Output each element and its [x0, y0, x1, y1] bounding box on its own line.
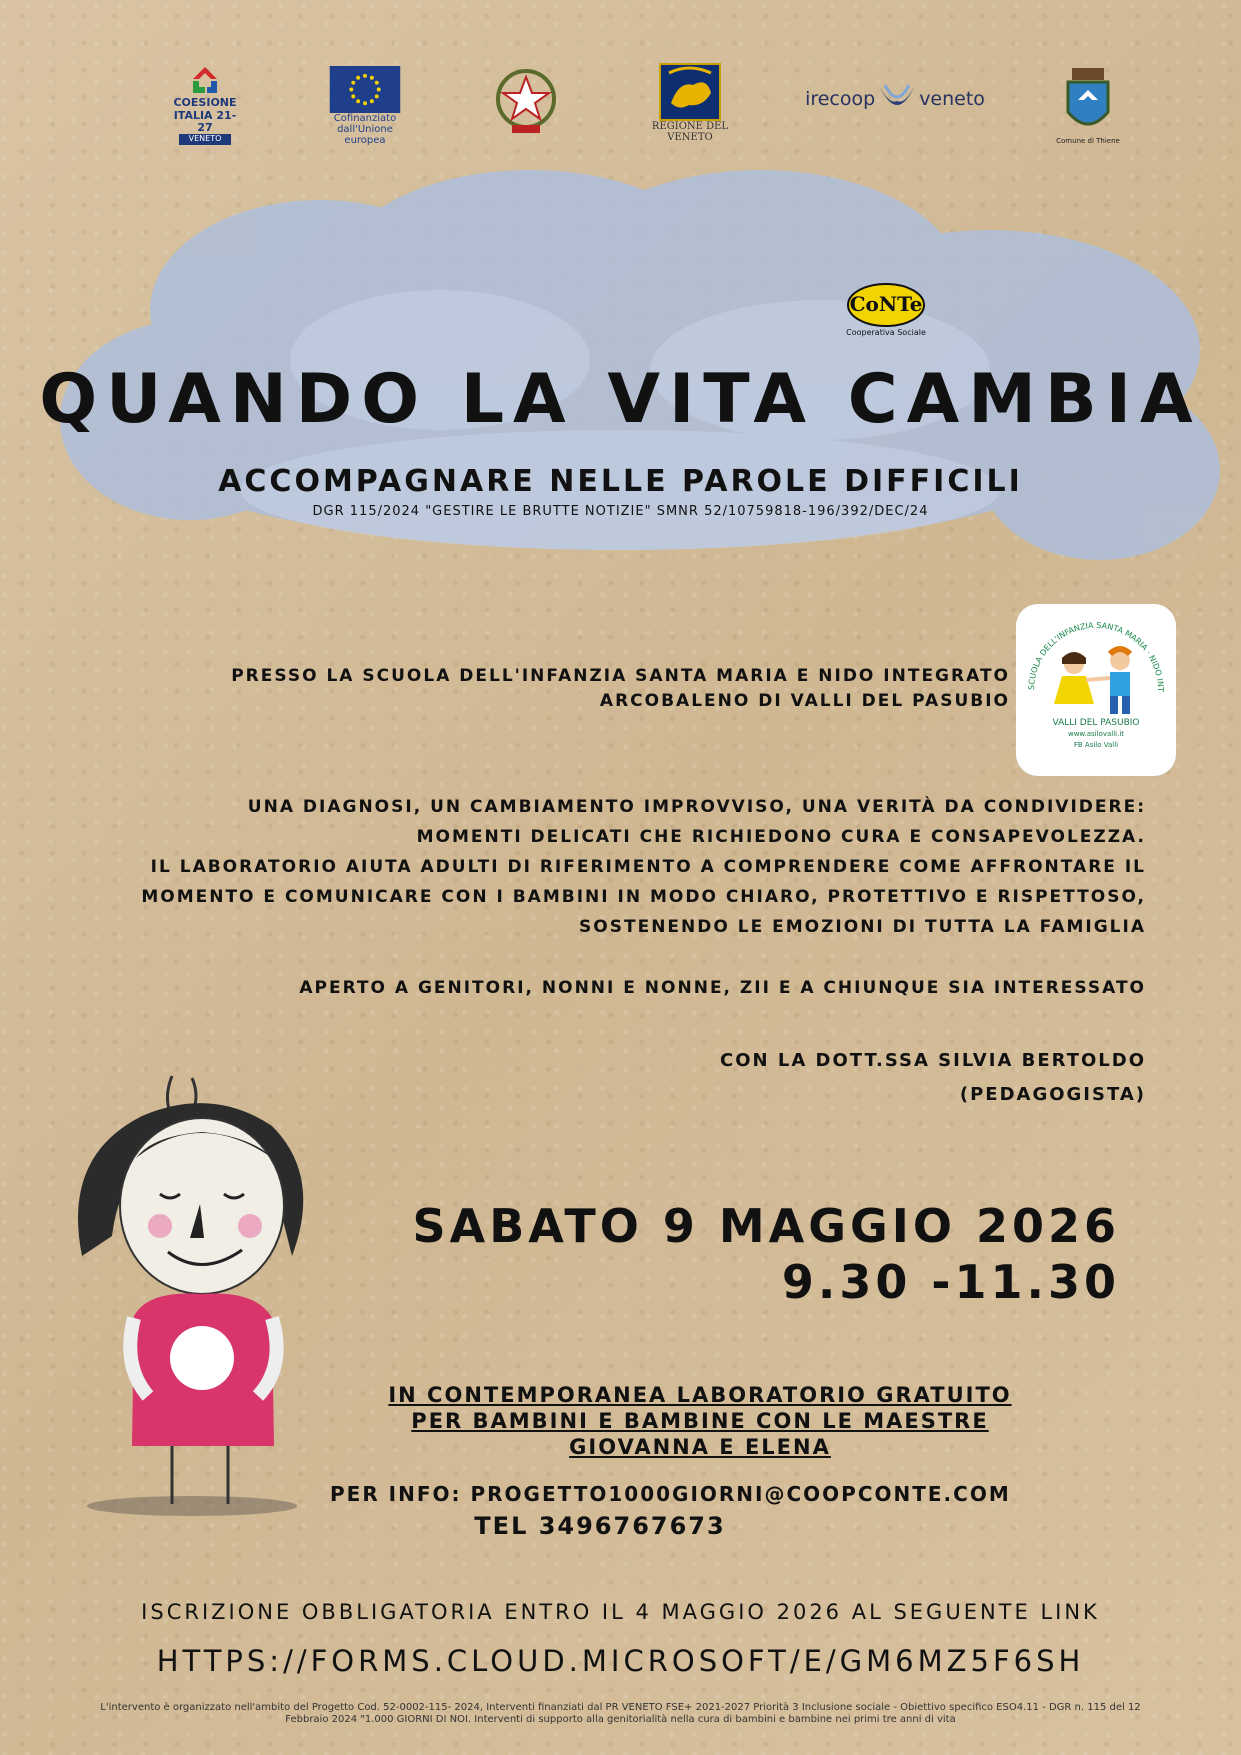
scuola-logo-text	[1016, 718, 1176, 751]
eu-flag-icon	[329, 66, 401, 113]
registration-link[interactable]: HTTPS://FORMS.CLOUD.MICROSOFT/E/GM6MZ5F6SH	[156, 1644, 1085, 1678]
contact-email[interactable]: PROGETTO1000GIORNI@COOPCONTE.COM	[470, 1482, 1011, 1506]
irecoop-veneto-logo	[800, 74, 990, 124]
lion-of-venice-icon	[659, 63, 721, 121]
eu-line1: Cofinanziato	[333, 113, 397, 124]
children-workshop-line-3: GIOVANNA E ELENA	[569, 1435, 831, 1459]
audience-text: APERTO A GENITORI, NONNI E NONNE, ZII E A CHIUNQUE SIA INTERESSATO	[299, 978, 1146, 998]
description-line-4: MOMENTO E COMUNICARE CON I BAMBINI IN MODO CHIARO, PROTETTIVO E RISPETTOSO,	[141, 887, 1146, 907]
eu-line2: dall'Unione europea	[337, 124, 393, 146]
conte-name: CoNTe	[849, 292, 923, 316]
speaker-name: CON LA DOTT.SSA SILVIA BERTOLDO	[720, 1050, 1146, 1071]
footer-line-2: Febbraio 2024 "1.000 GIORNI DI NOI. Interventi di supporto alla genitorialità nella cura di bambini e bambine nei primi tre anni di vita	[285, 1714, 956, 1725]
scuola-url: www.asilovalli.it	[1067, 730, 1125, 738]
scuola-logo	[1016, 604, 1176, 776]
coesione-line3: VENETO	[179, 134, 232, 145]
coesione-arrows-icon	[187, 63, 223, 97]
scuola-ring-text: SCUOLA DELL'INFANZIA SANTA MARIA · NIDO INT	[1026, 620, 1166, 693]
scuola-name: VALLI DEL PASUBIO	[1052, 718, 1140, 728]
venue-line-1: PRESSO LA SCUOLA DELL'INFANZIA SANTA MARIA E NIDO INTEGRATO	[231, 666, 1010, 686]
contact-info	[330, 1482, 1130, 1506]
children-workshop-line-1: IN CONTEMPORANEA LABORATORIO GRATUITO	[388, 1383, 1012, 1407]
description-line-2: MOMENTI DELICATI CHE RICHIEDONO CURA E CONSAPEVOLEZZA.	[416, 827, 1146, 847]
coesione-italia-logo	[170, 62, 240, 146]
footer-disclaimer	[40, 1702, 1201, 1726]
children-workshop-line-2: PER BAMBINI E BAMBINE CON LE MAESTRE	[411, 1409, 989, 1433]
description-line-5: SOSTENENDO LE EMOZIONI DI TUTTA LA FAMIGLIA	[579, 917, 1146, 937]
eu-logo	[322, 66, 408, 146]
description-text	[60, 792, 1146, 942]
registration-notice: ISCRIZIONE OBBLIGATORIA ENTRO IL 4 MAGGIO 2026 AL SEGUENTE LINK	[141, 1600, 1100, 1624]
page-title: QUANDO LA VITA CAMBIA	[39, 360, 1202, 439]
star-emblem-icon	[494, 67, 558, 137]
sponsor-logos	[0, 60, 1241, 150]
regione-veneto-logo	[640, 60, 740, 146]
irecoop-left-label: irecoop	[805, 88, 876, 110]
contact-phone[interactable]: TEL 3496767673	[474, 1512, 726, 1540]
event-date: SABATO 9 MAGGIO 2026	[412, 1199, 1120, 1253]
description-line-1: UNA DIAGNOSI, UN CAMBIAMENTO IMPROVVISO, UNA VERITÀ DA CONDIVIDERE:	[247, 797, 1146, 817]
coesione-line1: COESIONE	[173, 96, 237, 110]
page-subtitle: ACCOMPAGNARE NELLE PAROLE DIFFICILI	[218, 464, 1023, 499]
children-workshop-text	[330, 1382, 1070, 1460]
repubblica-emblem	[490, 64, 562, 140]
comune-thiene-logo	[1048, 60, 1128, 152]
girl-illustration	[52, 1066, 312, 1526]
conte-logo	[838, 282, 934, 346]
irecoop-right-label: veneto	[919, 88, 985, 110]
dgr-reference: DGR 115/2024 "GESTIRE LE BRUTTE NOTIZIE" SMNR 52/10759818-196/392/DEC/24	[312, 504, 929, 519]
scuola-fb: FB Asilo Valli	[1073, 741, 1119, 749]
regione-label: REGIONE DEL VENETO	[651, 121, 729, 143]
contact-label: PER INFO:	[330, 1482, 471, 1506]
speaker-role: (PEDAGOGISTA)	[959, 1084, 1146, 1105]
venue-text	[120, 664, 1010, 714]
conte-subtitle: Cooperativa Sociale	[846, 328, 926, 337]
footer-line-1: L'intervento è organizzato nell'ambito del Progetto Cod. 52-0002-115- 2024, Interventi finanziati dal PR VENETO FSE+ 2021-2027 Priorità 3 Inclusione sociale - Obiettivo specifico ESO4.11 - DGR n. 115 del 12	[100, 1702, 1141, 1713]
comune-label: Comune di Thiene	[1056, 137, 1120, 146]
irecoop-wave-icon	[875, 79, 919, 119]
description-line-3: IL LABORATORIO AIUTA ADULTI DI RIFERIMENTO A COMPRENDERE COME AFFRONTARE IL	[150, 857, 1146, 877]
event-datetime	[300, 1198, 1120, 1310]
venue-line-2: ARCOBALENO DI VALLI DEL PASUBIO	[599, 691, 1010, 711]
event-time: 9.30 -11.30	[781, 1255, 1120, 1309]
city-coat-of-arms-icon	[1062, 66, 1114, 138]
coesione-line2: ITALIA 21-27	[173, 108, 237, 134]
